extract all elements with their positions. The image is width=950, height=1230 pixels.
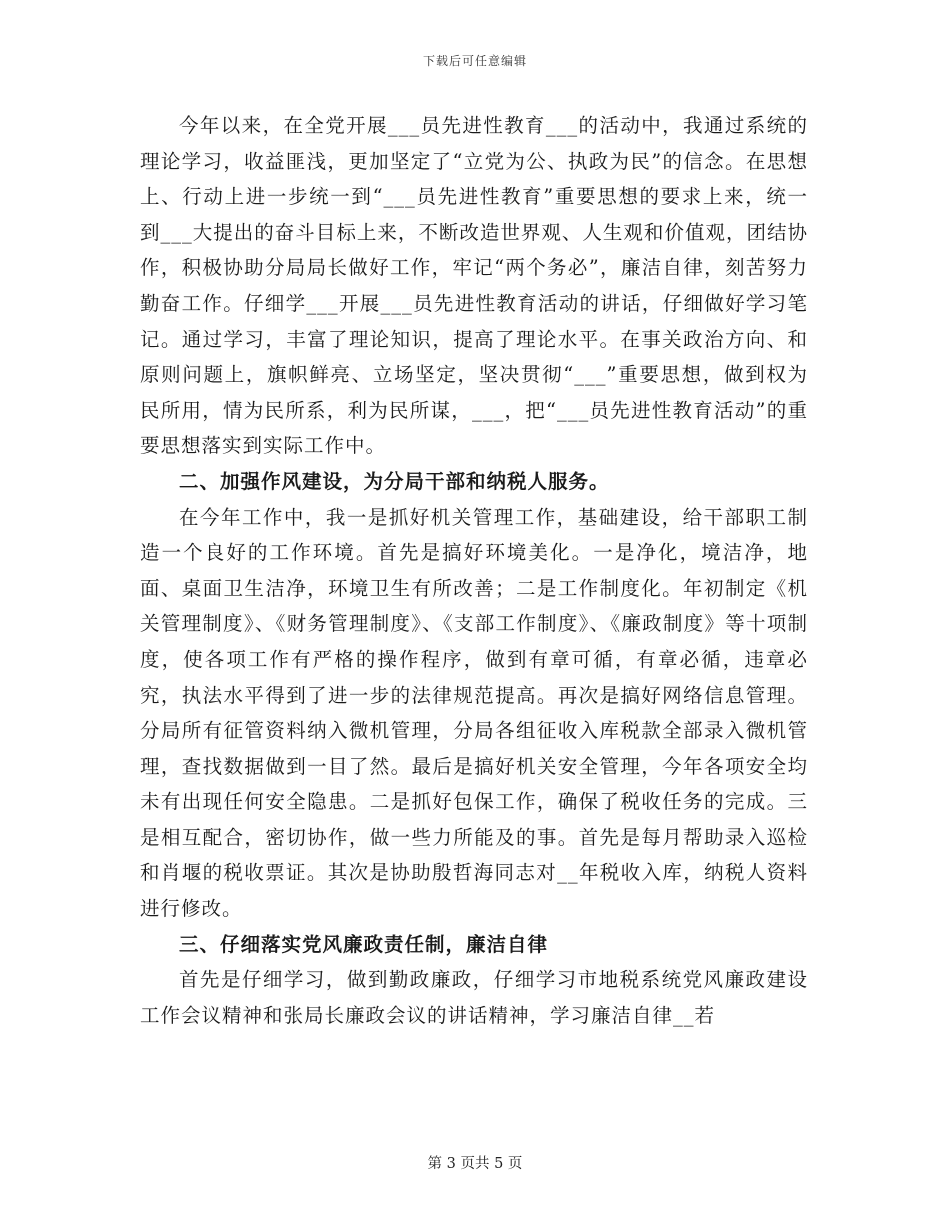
paragraph-work-style: 在今年工作中，我一是抓好机关管理工作，基础建设，给干部职工制造一个良好的工作环境。首先是搞好环境美化。一是净化，境洁净，地面、桌面卫生洁净，环境卫生有所改善；二是工作制度化。年初制定《机关管理制度》、《财务管理制度》、《支部工作制度》、《廉政制度》等十项制度，使各项工作有严格的操作程序，做到有章可循，有章必循，违章必究，执法水平得到了进一步的法律规范提高。再次是搞好网络信息管理。分局所有征管资料纳入微机管理，分局各组征收入库税款全部录入微机管理，查找数据做到一目了然。最后是搞好机关安全管理，今年各项安全均未有出现任何安全隐患。二是抓好包保工作，确保了税收任务的完成。三是相互配合，密切协作，做一些力所能及的事。首先是每月帮助录入巡检和肖堰的税收票证。其次是协助殷哲海同志对__年税收入库，纳税人资料进行修改。 <box>140 505 808 921</box>
section-heading-integrity: 三、仔细落实党风廉政责任制，廉洁自律 <box>179 932 549 956</box>
paragraph-integrity: 首先是仔细学习，做到勤政廉政，仔细学习市地税系统党风廉政建设工作会议精神和张局长廉政会议的讲话精神，学习廉洁自律__若 <box>140 968 808 1027</box>
document-body <box>140 108 808 1033</box>
page-number: 第 3 页共 5 页 <box>427 1156 523 1172</box>
page-header: 下载后可任意编辑 <box>422 54 527 68</box>
section-heading-work-style: 二、加强作风建设，为分局干部和纳税人服务。 <box>179 469 610 493</box>
paragraph-study: 今年以来，在全党开展___员先进性教育___的活动中，我通过系统的理论学习，收益匪浅，更加坚定了“立党为公、执政为民”的信念。在思想上、行动上进一步统一到“___员先进性教育”重要思想的要求上来，统一到___大提出的奋斗目标上来，不断改造世界观、人生观和价值观，团结协作，积极协助分局局长做好工作，牢记“两个务必”，廉洁自律，刻苦努力勤奋工作。仔细学___开展___员先进性教育活动的讲话，仔细做好学习笔记。通过学习，丰富了理论知识，提高了理论水平。在事关政治方向、和原则问题上，旗帜鲜亮、立场坚定，坚决贯彻“___”重要思想，做到权为民所用，情为民所系，利为民所谋，___，把“___员先进性教育活动”的重要思想落实到实际工作中。 <box>140 114 808 458</box>
